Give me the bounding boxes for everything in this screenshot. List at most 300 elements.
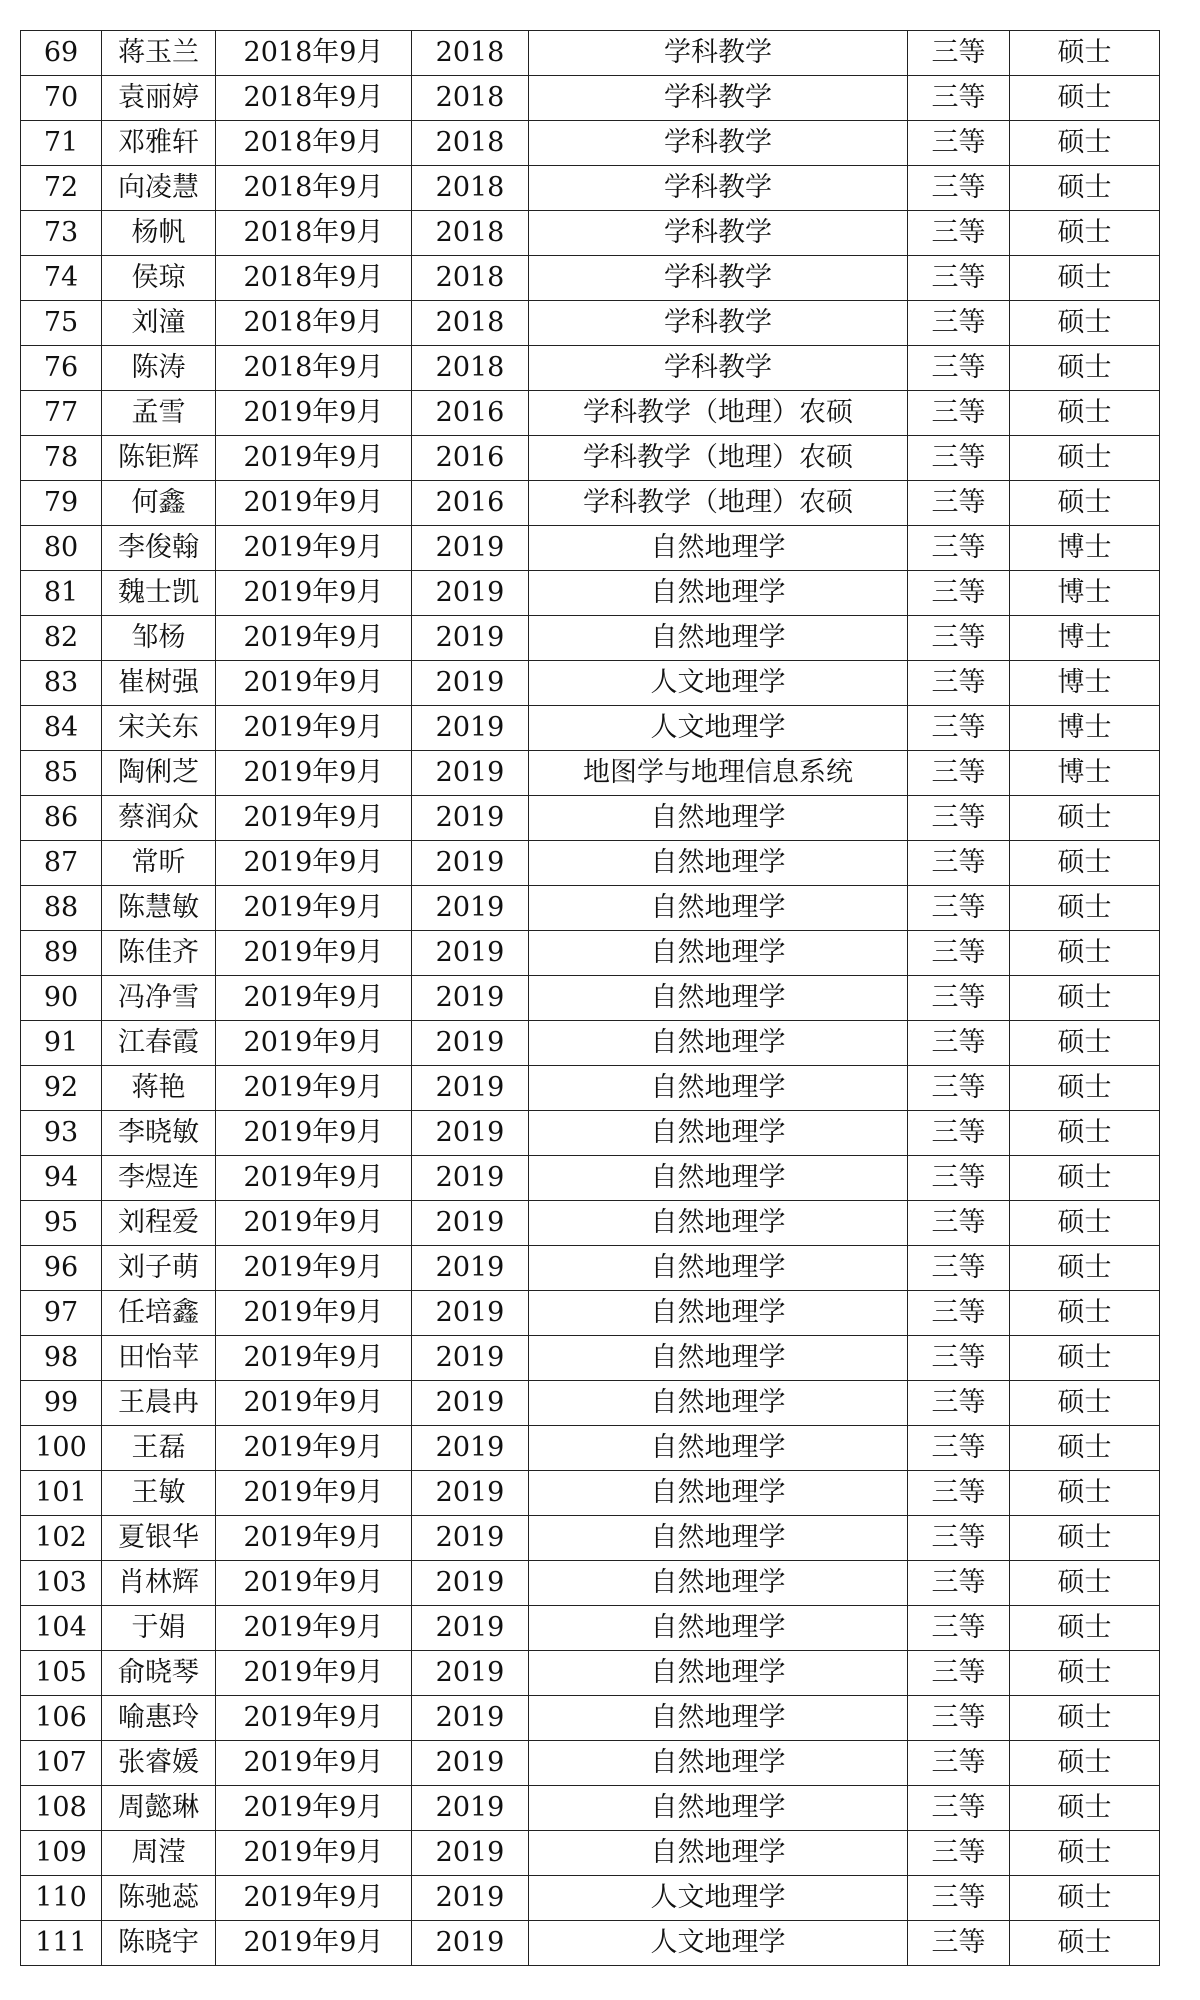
cell-admission-date: 2019年9月: [216, 1651, 412, 1696]
cell-admission-date: 2019年9月: [216, 661, 412, 706]
cell-degree: 硕士: [1010, 796, 1160, 841]
cell-number: 111: [21, 1921, 102, 1966]
cell-grade: 2019: [412, 1291, 529, 1336]
cell-degree: 硕士: [1010, 1021, 1160, 1066]
table-row: [21, 571, 1160, 616]
cell-number: 76: [21, 346, 102, 391]
cell-grade: 2019: [412, 1696, 529, 1741]
cell-degree: 硕士: [1010, 1111, 1160, 1156]
cell-number: 87: [21, 841, 102, 886]
cell-grade: 2019: [412, 1831, 529, 1876]
cell-major: 自然地理学: [529, 1786, 908, 1831]
cell-grade: 2018: [412, 346, 529, 391]
cell-name: 周懿琳: [102, 1786, 216, 1831]
cell-grade: 2019: [412, 1606, 529, 1651]
cell-admission-date: 2019年9月: [216, 571, 412, 616]
cell-degree: 博士: [1010, 706, 1160, 751]
cell-admission-date: 2019年9月: [216, 841, 412, 886]
cell-award-level: 三等: [908, 1336, 1010, 1381]
cell-degree: 硕士: [1010, 346, 1160, 391]
cell-major: 自然地理学: [529, 796, 908, 841]
cell-number: 103: [21, 1561, 102, 1606]
cell-grade: 2019: [412, 1156, 529, 1201]
cell-degree: 硕士: [1010, 1876, 1160, 1921]
cell-admission-date: 2019年9月: [216, 886, 412, 931]
cell-award-level: 三等: [908, 526, 1010, 571]
cell-major: 人文地理学: [529, 706, 908, 751]
cell-award-level: 三等: [908, 211, 1010, 256]
cell-major: 自然地理学: [529, 931, 908, 976]
table-row: [21, 121, 1160, 166]
cell-grade: 2019: [412, 1381, 529, 1426]
table-row: [21, 436, 1160, 481]
cell-award-level: 三等: [908, 31, 1010, 76]
cell-admission-date: 2019年9月: [216, 1516, 412, 1561]
cell-grade: 2019: [412, 706, 529, 751]
cell-name: 江春霞: [102, 1021, 216, 1066]
cell-number: 107: [21, 1741, 102, 1786]
cell-name: 刘子萌: [102, 1246, 216, 1291]
cell-name: 陈钜辉: [102, 436, 216, 481]
table-row: [21, 301, 1160, 346]
cell-admission-date: 2018年9月: [216, 301, 412, 346]
cell-name: 夏银华: [102, 1516, 216, 1561]
table-row: [21, 1831, 1160, 1876]
cell-degree: 硕士: [1010, 211, 1160, 256]
cell-award-level: 三等: [908, 1876, 1010, 1921]
cell-award-level: 三等: [908, 1246, 1010, 1291]
cell-admission-date: 2019年9月: [216, 481, 412, 526]
cell-number: 98: [21, 1336, 102, 1381]
cell-number: 95: [21, 1201, 102, 1246]
cell-name: 邹杨: [102, 616, 216, 661]
table-row: [21, 976, 1160, 1021]
cell-award-level: 三等: [908, 1426, 1010, 1471]
cell-number: 97: [21, 1291, 102, 1336]
cell-degree: 硕士: [1010, 1471, 1160, 1516]
cell-name: 蔡润众: [102, 796, 216, 841]
cell-grade: 2019: [412, 976, 529, 1021]
cell-name: 李俊翰: [102, 526, 216, 571]
cell-admission-date: 2018年9月: [216, 121, 412, 166]
table-row: [21, 1561, 1160, 1606]
table-row: [21, 796, 1160, 841]
cell-award-level: 三等: [908, 1201, 1010, 1246]
cell-award-level: 三等: [908, 796, 1010, 841]
cell-admission-date: 2019年9月: [216, 1156, 412, 1201]
cell-name: 杨帆: [102, 211, 216, 256]
cell-major: 自然地理学: [529, 1336, 908, 1381]
cell-award-level: 三等: [908, 1831, 1010, 1876]
cell-admission-date: 2018年9月: [216, 346, 412, 391]
cell-major: 学科教学: [529, 121, 908, 166]
cell-grade: 2019: [412, 1111, 529, 1156]
cell-major: 自然地理学: [529, 1741, 908, 1786]
table-row: [21, 1291, 1160, 1336]
cell-name: 侯琼: [102, 256, 216, 301]
cell-award-level: 三等: [908, 1381, 1010, 1426]
cell-major: 自然地理学: [529, 1156, 908, 1201]
cell-admission-date: 2018年9月: [216, 211, 412, 256]
cell-name: 李晓敏: [102, 1111, 216, 1156]
cell-award-level: 三等: [908, 256, 1010, 301]
table-row: [21, 346, 1160, 391]
cell-number: 86: [21, 796, 102, 841]
cell-award-level: 三等: [908, 886, 1010, 931]
cell-admission-date: 2019年9月: [216, 1741, 412, 1786]
cell-major: 自然地理学: [529, 1111, 908, 1156]
cell-award-level: 三等: [908, 481, 1010, 526]
cell-name: 任培鑫: [102, 1291, 216, 1336]
cell-name: 陈慧敏: [102, 886, 216, 931]
cell-award-level: 三等: [908, 166, 1010, 211]
cell-degree: 硕士: [1010, 436, 1160, 481]
cell-number: 84: [21, 706, 102, 751]
cell-number: 90: [21, 976, 102, 1021]
cell-admission-date: 2019年9月: [216, 1921, 412, 1966]
cell-grade: 2019: [412, 1246, 529, 1291]
cell-number: 92: [21, 1066, 102, 1111]
cell-grade: 2019: [412, 1876, 529, 1921]
cell-grade: 2019: [412, 1021, 529, 1066]
cell-degree: 硕士: [1010, 1156, 1160, 1201]
cell-major: 自然地理学: [529, 1291, 908, 1336]
cell-grade: 2016: [412, 481, 529, 526]
table-row: [21, 1786, 1160, 1831]
cell-name: 陈佳齐: [102, 931, 216, 976]
cell-grade: 2018: [412, 76, 529, 121]
cell-number: 72: [21, 166, 102, 211]
cell-degree: 硕士: [1010, 166, 1160, 211]
cell-award-level: 三等: [908, 301, 1010, 346]
table-row: [21, 1876, 1160, 1921]
cell-grade: 2019: [412, 661, 529, 706]
cell-degree: 硕士: [1010, 1066, 1160, 1111]
cell-major: 自然地理学: [529, 1561, 908, 1606]
cell-degree: 博士: [1010, 616, 1160, 661]
cell-major: 人文地理学: [529, 1921, 908, 1966]
cell-grade: 2019: [412, 1651, 529, 1696]
cell-award-level: 三等: [908, 571, 1010, 616]
cell-major: 自然地理学: [529, 1831, 908, 1876]
cell-name: 俞晓琴: [102, 1651, 216, 1696]
cell-major: 学科教学: [529, 76, 908, 121]
cell-major: 自然地理学: [529, 1246, 908, 1291]
cell-admission-date: 2019年9月: [216, 1831, 412, 1876]
cell-admission-date: 2019年9月: [216, 931, 412, 976]
cell-name: 李煜连: [102, 1156, 216, 1201]
cell-degree: 硕士: [1010, 841, 1160, 886]
cell-degree: 硕士: [1010, 481, 1160, 526]
cell-degree: 硕士: [1010, 31, 1160, 76]
cell-award-level: 三等: [908, 1516, 1010, 1561]
cell-major: 自然地理学: [529, 886, 908, 931]
cell-admission-date: 2018年9月: [216, 31, 412, 76]
cell-award-level: 三等: [908, 1111, 1010, 1156]
cell-major: 学科教学: [529, 31, 908, 76]
cell-grade: 2019: [412, 751, 529, 796]
cell-name: 周滢: [102, 1831, 216, 1876]
cell-admission-date: 2019年9月: [216, 796, 412, 841]
cell-admission-date: 2019年9月: [216, 616, 412, 661]
cell-grade: 2019: [412, 841, 529, 886]
cell-number: 94: [21, 1156, 102, 1201]
table-body: [21, 31, 1160, 1966]
cell-number: 99: [21, 1381, 102, 1426]
cell-name: 冯净雪: [102, 976, 216, 1021]
cell-number: 73: [21, 211, 102, 256]
cell-number: 105: [21, 1651, 102, 1696]
cell-degree: 硕士: [1010, 1291, 1160, 1336]
table-row: [21, 256, 1160, 301]
cell-name: 刘程爱: [102, 1201, 216, 1246]
cell-grade: 2018: [412, 301, 529, 346]
cell-number: 77: [21, 391, 102, 436]
cell-admission-date: 2019年9月: [216, 1066, 412, 1111]
cell-degree: 硕士: [1010, 1741, 1160, 1786]
cell-award-level: 三等: [908, 1786, 1010, 1831]
cell-award-level: 三等: [908, 1066, 1010, 1111]
cell-award-level: 三等: [908, 1561, 1010, 1606]
cell-major: 自然地理学: [529, 976, 908, 1021]
cell-number: 109: [21, 1831, 102, 1876]
cell-admission-date: 2019年9月: [216, 1291, 412, 1336]
cell-major: 学科教学: [529, 301, 908, 346]
cell-grade: 2019: [412, 1921, 529, 1966]
cell-name: 王磊: [102, 1426, 216, 1471]
table-row: [21, 1696, 1160, 1741]
table-row: [21, 1156, 1160, 1201]
table-row: [21, 1471, 1160, 1516]
cell-major: 地图学与地理信息系统: [529, 751, 908, 796]
table-row: [21, 706, 1160, 751]
cell-major: 自然地理学: [529, 571, 908, 616]
cell-name: 崔树强: [102, 661, 216, 706]
table-row: [21, 1201, 1160, 1246]
cell-major: 自然地理学: [529, 1381, 908, 1426]
cell-admission-date: 2019年9月: [216, 1561, 412, 1606]
cell-number: 80: [21, 526, 102, 571]
cell-degree: 硕士: [1010, 1246, 1160, 1291]
cell-grade: 2019: [412, 1471, 529, 1516]
cell-award-level: 三等: [908, 346, 1010, 391]
cell-award-level: 三等: [908, 436, 1010, 481]
cell-admission-date: 2019年9月: [216, 436, 412, 481]
cell-award-level: 三等: [908, 1696, 1010, 1741]
cell-major: 自然地理学: [529, 1471, 908, 1516]
cell-major: 自然地理学: [529, 526, 908, 571]
cell-grade: 2019: [412, 1201, 529, 1246]
cell-grade: 2016: [412, 436, 529, 481]
cell-major: 自然地理学: [529, 1021, 908, 1066]
cell-number: 101: [21, 1471, 102, 1516]
cell-number: 91: [21, 1021, 102, 1066]
cell-name: 陈晓宇: [102, 1921, 216, 1966]
cell-award-level: 三等: [908, 1651, 1010, 1696]
cell-major: 自然地理学: [529, 616, 908, 661]
cell-grade: 2019: [412, 1516, 529, 1561]
cell-major: 学科教学: [529, 256, 908, 301]
cell-admission-date: 2019年9月: [216, 1201, 412, 1246]
cell-name: 邓雅轩: [102, 121, 216, 166]
table-row: [21, 1381, 1160, 1426]
cell-number: 81: [21, 571, 102, 616]
cell-admission-date: 2019年9月: [216, 1111, 412, 1156]
table-row: [21, 1021, 1160, 1066]
cell-number: 102: [21, 1516, 102, 1561]
cell-major: 自然地理学: [529, 1516, 908, 1561]
table-row: [21, 931, 1160, 976]
cell-degree: 硕士: [1010, 976, 1160, 1021]
cell-number: 96: [21, 1246, 102, 1291]
cell-grade: 2018: [412, 256, 529, 301]
cell-grade: 2016: [412, 391, 529, 436]
cell-major: 自然地理学: [529, 1201, 908, 1246]
cell-admission-date: 2019年9月: [216, 976, 412, 1021]
cell-admission-date: 2019年9月: [216, 1021, 412, 1066]
cell-award-level: 三等: [908, 1471, 1010, 1516]
cell-degree: 硕士: [1010, 1696, 1160, 1741]
cell-grade: 2018: [412, 211, 529, 256]
cell-admission-date: 2019年9月: [216, 1381, 412, 1426]
cell-admission-date: 2019年9月: [216, 1786, 412, 1831]
cell-grade: 2018: [412, 121, 529, 166]
table-row: [21, 211, 1160, 256]
scholarship-table: [20, 30, 1160, 1966]
cell-number: 106: [21, 1696, 102, 1741]
table-row: [21, 391, 1160, 436]
cell-admission-date: 2019年9月: [216, 1336, 412, 1381]
cell-admission-date: 2019年9月: [216, 1471, 412, 1516]
cell-degree: 硕士: [1010, 256, 1160, 301]
cell-major: 自然地理学: [529, 1066, 908, 1111]
cell-major: 学科教学: [529, 346, 908, 391]
cell-grade: 2019: [412, 1426, 529, 1471]
cell-number: 82: [21, 616, 102, 661]
cell-number: 100: [21, 1426, 102, 1471]
cell-number: 88: [21, 886, 102, 931]
cell-name: 陈涛: [102, 346, 216, 391]
cell-grade: 2019: [412, 1741, 529, 1786]
cell-degree: 博士: [1010, 526, 1160, 571]
cell-number: 70: [21, 76, 102, 121]
table-row: [21, 616, 1160, 661]
cell-admission-date: 2019年9月: [216, 1426, 412, 1471]
table-row: [21, 526, 1160, 571]
cell-name: 肖林辉: [102, 1561, 216, 1606]
cell-name: 袁丽婷: [102, 76, 216, 121]
cell-grade: 2019: [412, 1561, 529, 1606]
cell-name: 常昕: [102, 841, 216, 886]
table-row: [21, 1606, 1160, 1651]
cell-grade: 2019: [412, 931, 529, 976]
table-row: [21, 1336, 1160, 1381]
cell-grade: 2019: [412, 1786, 529, 1831]
cell-degree: 硕士: [1010, 1831, 1160, 1876]
cell-name: 田怡苹: [102, 1336, 216, 1381]
table-row: [21, 1111, 1160, 1156]
table-row: [21, 886, 1160, 931]
cell-degree: 硕士: [1010, 121, 1160, 166]
cell-degree: 硕士: [1010, 1921, 1160, 1966]
cell-degree: 硕士: [1010, 931, 1160, 976]
cell-award-level: 三等: [908, 1606, 1010, 1651]
cell-award-level: 三等: [908, 391, 1010, 436]
cell-major: 学科教学: [529, 211, 908, 256]
cell-award-level: 三等: [908, 1741, 1010, 1786]
cell-degree: 硕士: [1010, 1606, 1160, 1651]
cell-award-level: 三等: [908, 1021, 1010, 1066]
table-row: [21, 1516, 1160, 1561]
cell-name: 宋关东: [102, 706, 216, 751]
cell-number: 74: [21, 256, 102, 301]
cell-degree: 硕士: [1010, 1516, 1160, 1561]
cell-grade: 2018: [412, 31, 529, 76]
cell-degree: 硕士: [1010, 1561, 1160, 1606]
cell-admission-date: 2019年9月: [216, 526, 412, 571]
cell-award-level: 三等: [908, 121, 1010, 166]
cell-major: 学科教学（地理）农硕: [529, 436, 908, 481]
cell-admission-date: 2019年9月: [216, 751, 412, 796]
cell-number: 79: [21, 481, 102, 526]
cell-award-level: 三等: [908, 76, 1010, 121]
cell-number: 85: [21, 751, 102, 796]
cell-admission-date: 2018年9月: [216, 256, 412, 301]
cell-award-level: 三等: [908, 706, 1010, 751]
cell-grade: 2019: [412, 526, 529, 571]
cell-award-level: 三等: [908, 661, 1010, 706]
cell-name: 何鑫: [102, 481, 216, 526]
cell-degree: 博士: [1010, 751, 1160, 796]
cell-admission-date: 2019年9月: [216, 391, 412, 436]
cell-number: 78: [21, 436, 102, 481]
cell-degree: 硕士: [1010, 1201, 1160, 1246]
cell-grade: 2019: [412, 886, 529, 931]
cell-grade: 2018: [412, 166, 529, 211]
cell-grade: 2019: [412, 1066, 529, 1111]
cell-major: 学科教学（地理）农硕: [529, 391, 908, 436]
table-row: [21, 31, 1160, 76]
cell-number: 108: [21, 1786, 102, 1831]
table-row: [21, 1426, 1160, 1471]
cell-name: 蒋玉兰: [102, 31, 216, 76]
table-row: [21, 166, 1160, 211]
cell-admission-date: 2018年9月: [216, 76, 412, 121]
cell-degree: 硕士: [1010, 1786, 1160, 1831]
cell-admission-date: 2019年9月: [216, 1876, 412, 1921]
cell-number: 83: [21, 661, 102, 706]
cell-name: 王晨冉: [102, 1381, 216, 1426]
cell-award-level: 三等: [908, 1291, 1010, 1336]
cell-major: 人文地理学: [529, 661, 908, 706]
cell-award-level: 三等: [908, 841, 1010, 886]
cell-admission-date: 2018年9月: [216, 166, 412, 211]
table-row: [21, 1741, 1160, 1786]
cell-grade: 2019: [412, 616, 529, 661]
cell-degree: 硕士: [1010, 301, 1160, 346]
cell-number: 71: [21, 121, 102, 166]
cell-degree: 硕士: [1010, 886, 1160, 931]
table-row: [21, 1066, 1160, 1111]
cell-degree: 博士: [1010, 571, 1160, 616]
cell-major: 学科教学（地理）农硕: [529, 481, 908, 526]
table-row: [21, 751, 1160, 796]
cell-degree: 硕士: [1010, 1651, 1160, 1696]
cell-major: 学科教学: [529, 166, 908, 211]
cell-admission-date: 2019年9月: [216, 1606, 412, 1651]
cell-award-level: 三等: [908, 616, 1010, 661]
table-row: [21, 1246, 1160, 1291]
